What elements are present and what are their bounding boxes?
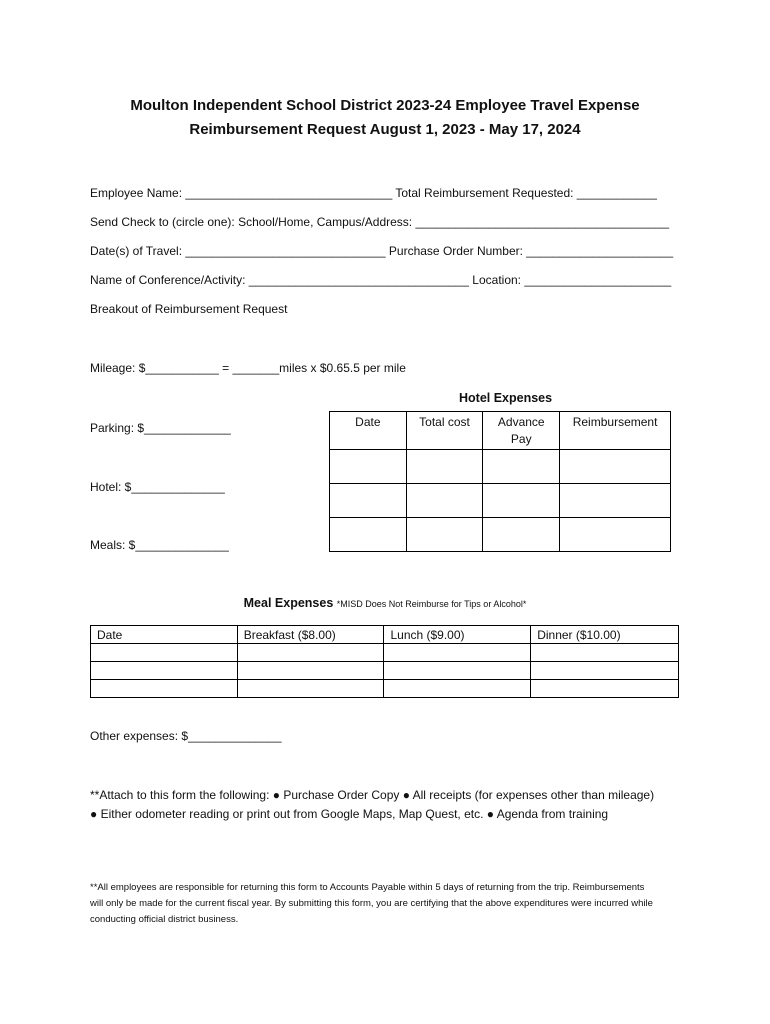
table-cell[interactable] (531, 680, 679, 698)
table-cell[interactable] (330, 450, 407, 484)
table-cell[interactable] (406, 518, 483, 552)
hotel-col-reimbursement: Reimbursement (560, 412, 671, 450)
dates-of-travel-line[interactable]: Date(s) of Travel: ______________________________ Purchase Order Number: ______________________ (90, 244, 674, 258)
table-cell[interactable] (384, 680, 531, 698)
table-cell[interactable] (91, 662, 238, 680)
meal-expenses-table (90, 625, 679, 698)
table-cell[interactable] (330, 484, 407, 518)
advance-label: Advance (497, 415, 545, 429)
table-cell[interactable] (91, 680, 238, 698)
table-row (91, 644, 679, 662)
employee-name-line[interactable]: Employee Name: _______________________________ Total Reimbursement Requested: ____________ (90, 186, 657, 200)
send-check-line[interactable]: Send Check to (circle one): School/Home, Campus/Address: ______________________________________ (90, 215, 670, 229)
table-cell[interactable] (384, 662, 531, 680)
hotel-line[interactable]: Hotel: $______________ (90, 480, 225, 494)
meal-expenses-heading (0, 596, 770, 610)
table-cell[interactable] (406, 450, 483, 484)
other-expenses-line[interactable]: Other expenses: $______________ (90, 729, 282, 743)
form-title (90, 94, 680, 142)
table-cell[interactable] (531, 644, 679, 662)
attachments-instructions: **Attach to this form the following: ● Purchase Order Copy ● All receipts (for expenses other than mileage) ● Either odometer reading or print out from Google Maps, Map Quest, etc. ● Agenda from training (90, 788, 655, 821)
meal-col-dinner: Dinner ($10.00) (531, 626, 679, 644)
meal-col-date: Date (91, 626, 238, 644)
title-line-2: Reimbursement Request August 1, 2023 - May 17, 2024 (189, 121, 581, 138)
table-cell[interactable] (560, 518, 671, 552)
conference-line[interactable]: Name of Conference/Activity: _________________________________ Location: ______________________ (90, 273, 672, 287)
table-cell[interactable] (406, 484, 483, 518)
table-cell[interactable] (237, 680, 384, 698)
hotel-expenses-table (329, 411, 671, 552)
table-cell[interactable] (560, 450, 671, 484)
table-row (330, 484, 671, 518)
table-cell[interactable] (237, 644, 384, 662)
meal-col-lunch: Lunch ($9.00) (384, 626, 531, 644)
parking-line[interactable]: Parking: $_____________ (90, 421, 231, 435)
table-cell[interactable] (560, 484, 671, 518)
table-row (91, 680, 679, 698)
hotel-col-total-cost: Total cost (406, 412, 483, 450)
table-row (330, 518, 671, 552)
table-cell[interactable] (330, 518, 407, 552)
hotel-col-date: Date (330, 412, 407, 450)
meal-expenses-note: *MISD Does Not Reimburse for Tips or Alcohol* (336, 599, 527, 609)
hotel-col-advance-pay (483, 412, 560, 450)
mileage-line[interactable]: Mileage: $___________ = _______miles x $0.65.5 per mile (90, 361, 406, 375)
table-cell[interactable] (483, 484, 560, 518)
table-cell[interactable] (384, 644, 531, 662)
table-cell[interactable] (483, 518, 560, 552)
table-cell[interactable] (483, 450, 560, 484)
table-row (330, 450, 671, 484)
hotel-expenses-title: Hotel Expenses (459, 391, 553, 405)
table-header-row (91, 626, 679, 644)
table-cell[interactable] (531, 662, 679, 680)
table-header-row (330, 412, 671, 450)
pay-label: Pay (510, 432, 532, 446)
meal-expenses-title: Meal Expenses (243, 596, 334, 610)
table-cell[interactable] (237, 662, 384, 680)
breakout-heading: Breakout of Reimbursement Request (90, 302, 288, 316)
meals-line[interactable]: Meals: $______________ (90, 538, 229, 552)
table-row (91, 662, 679, 680)
footnote: **All employees are responsible for returning this form to Accounts Payable within 5 days of returning from the trip. Reimbursements will only be made for the current fiscal year. By submitting this form, you are certifying that the above expenditures were incurred while conducting official district business. (90, 882, 653, 925)
title-line-1: Moulton Independent School District 2023-24 Employee Travel Expense (130, 97, 640, 114)
table-cell[interactable] (91, 644, 238, 662)
meal-col-breakfast: Breakfast ($8.00) (237, 626, 384, 644)
